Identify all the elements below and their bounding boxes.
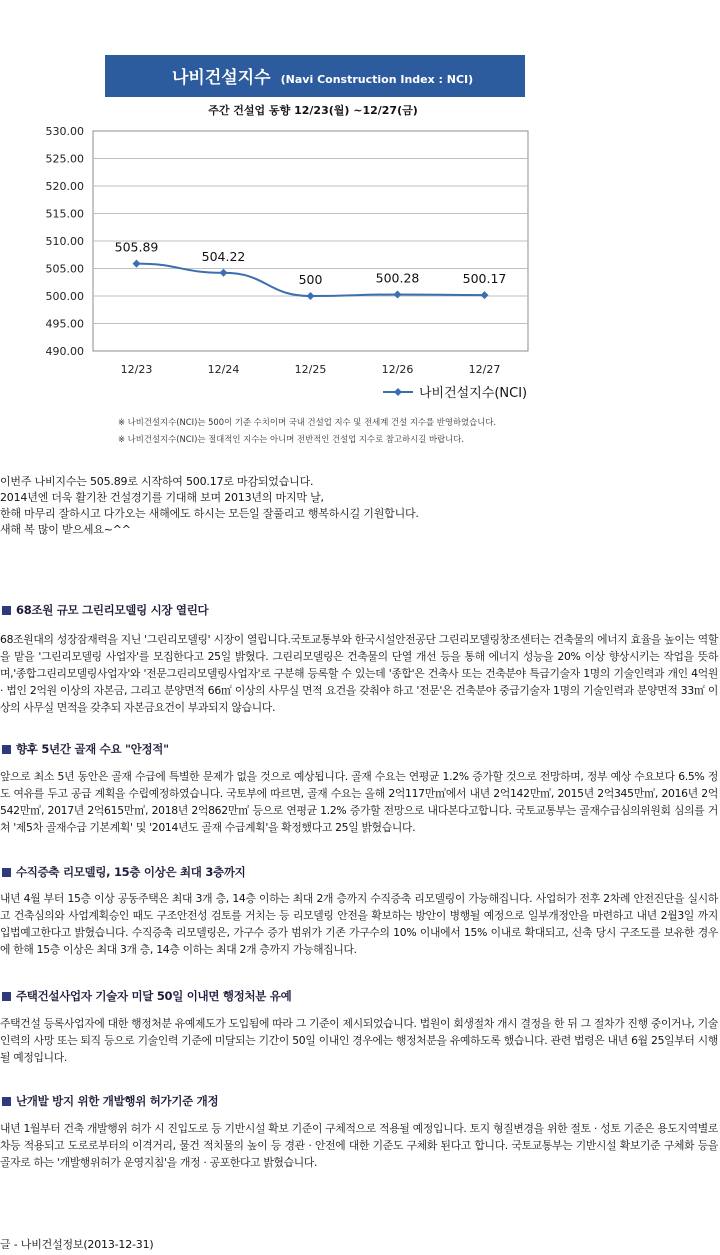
intro-line: 한해 마무리 잘하시고 다가오는 새해에도 하시는 모든일 잘풀리고 행복하시길 기원합니다. xyxy=(0,507,419,520)
section-heading-housing-contractor xyxy=(2,988,291,1004)
x-tick-label: 12/26 xyxy=(381,363,414,376)
data-point-marker xyxy=(220,269,228,277)
section-heading-green-remodeling xyxy=(2,602,208,618)
chart-subtitle: 주간 건설업 동향 12/23(월) ~12/27(금) xyxy=(208,104,418,117)
chart-note-2: ※ 나비건설지수(NCI)는 절대적인 지수는 아니며 전반적인 건설업 지수로 참고하시길 바랍니다. xyxy=(118,434,465,444)
x-tick-label: 12/23 xyxy=(120,363,153,376)
data-point-marker xyxy=(307,292,315,300)
data-label: 505.89 xyxy=(114,239,159,255)
square-bullet-icon xyxy=(2,606,11,615)
y-tick-label: 520.00 xyxy=(45,180,84,193)
section-body-vertical-extension: 내년 4월 부터 15층 이상 공동주택은 최대 3개 층, 14층 이하는 최대 2개 층까지 수직증축 리모델링이 가능해집니다. 사업허가 전후 2차례 안전진단을 실시하고 건축심의와 사업계획승인 때도 구조안전성 검토를 거치는 등 리모델링 안전을 확보하는 방안이 병행될 예정으로 일부개정안을 마련하고 내년 2월3일 까지 입법예고한다고 밝혔습니다. 수직증축 리모델링은, 가구수 증가 범위가 기존 가구수의 10% 이내에서 15% 이내로 확대되고, 신축 당시 구조도를 보유한 경우에 한해 15층 이상은 최대 3개 층, 14층 이하는 최대 2개 층까지 가능해집니다. xyxy=(0,892,718,956)
data-label: 500.28 xyxy=(375,270,420,286)
square-bullet-icon xyxy=(2,745,11,754)
y-tick-label: 500.00 xyxy=(45,290,84,303)
square-bullet-icon xyxy=(2,868,11,877)
intro-line: 2014년엔 더욱 활기찬 건설경기를 기대해 보며 2013년의 마지막 날, xyxy=(0,491,324,504)
legend-marker xyxy=(394,388,402,396)
legend-label: 나비건설지수(NCI) xyxy=(419,386,528,401)
section-heading-vertical-extension xyxy=(2,864,245,880)
square-bullet-icon xyxy=(2,1097,11,1106)
y-tick-label: 510.00 xyxy=(45,235,84,248)
data-label: 504.22 xyxy=(201,248,246,264)
x-tick-label: 12/27 xyxy=(468,363,501,376)
section-title: 68조원 규모 그린리모델링 시장 열린다 xyxy=(16,603,209,617)
section-body-development-permit: 내년 1월부터 건축 개발행위 허가 시 진입도로 등 기반시설 확보 기준이 구체적으로 적용될 예정입니다. 토지 형질변경을 위한 절토 · 성토 기준은 용도지역별로 차등 적용되고 도로로부터의 이격거리, 물건 적치물의 높이 등 경관 · 안전에 대한 기준도 구체화 된다고 합니다. 국토교통부는 기반시설 확보기준 구체화 등을 골자로 하는 '개발행위허가 운영지침'을 개정 · 공포한다고 밝혔습니다. xyxy=(0,1122,718,1169)
nci-line-chart xyxy=(0,0,720,460)
intro-line: 새해 복 많이 받으세요~^^ xyxy=(0,523,131,536)
x-tick-label: 12/24 xyxy=(207,363,240,376)
section-body-aggregate-demand: 앞으로 최소 5년 동안은 골재 수급에 특별한 문제가 없을 것으로 예상됩니다. 골재 수요는 연평균 1.2% 증가할 것으로 전망하며, 정부 예상 수요보다 6.5% 정도 여유를 두고 공급 계획을 수립예정하였습니다. 국토부에 따르면, 골재 수요는 올해 2억117만㎥에서 내년 2억142만㎥, 2015년 2억345만㎥, 2016년 2억542만㎥, 2017년 2억615만㎥, 2018년 2억862만㎥ 등으로 연평균 1.2% 증가할 전망으로 내다본다고합니다. 국토교통부는 골재수급심의위원회 심의를 거쳐 '제5차 골재수급 기본계획' 및 '2014년도 골재 수급계획'을 확정했다고 25일 밝혔습니다. xyxy=(0,770,718,834)
y-tick-label: 490.00 xyxy=(45,345,84,358)
data-label: 500.17 xyxy=(462,271,507,287)
section-body-green-remodeling: 68조원대의 성장잠재력을 지닌 '그린리모델링' 시장이 열립니다.국토교통부와 한국시설안전공단 그린리모델링창조센터는 건축물의 에너지 효율을 높이는 역할을 맡을 '그린리모델링 사업자'를 모집한다고 25일 밝혔다. 그린리모델링은 건축물의 단열 개선 등을 통해 에너지 성능을 20% 이상 향상시키는 작업을 뜻하며,'종합그린리모델링사업자'와 '전문그린리모델링사업자'로 구분해 등록할 수 있는데 '종합'은 건축사 또는 건축분야 특급기술자 1명의 기술인력과 개인 4억원 · 법인 2억원 이상의 자본금, 그리고 분양면적 66㎡ 이상의 사무실 면적 요건을 갖춰야 하고 '전문'은 건축분야 중급기술자 1명의 기술인력과 분양면적 33㎡ 이상의 사무실 면적을 갖추되 자본금요건이 부과되지 않습니다. xyxy=(0,633,718,714)
intro-text xyxy=(0,474,718,538)
y-tick-label: 530.00 xyxy=(45,125,84,138)
data-label: 500 xyxy=(298,272,323,287)
section-heading-development-permit xyxy=(2,1093,218,1109)
chart-figure xyxy=(0,0,720,460)
chart-note-1: ※ 나비건설지수(NCI)는 500이 기준 수치이며 국내 건설업 지수 및 전세계 건설 지수를 반영하였습니다. xyxy=(118,417,497,427)
y-tick-label: 525.00 xyxy=(45,152,84,166)
chart-title-main: 나비건설지수 xyxy=(172,68,271,88)
chart-title-sub: (Navi Construction Index : NCI) xyxy=(280,73,474,86)
section-title: 수직증축 리모델링, 15층 이상은 최대 3층까지 xyxy=(16,865,246,879)
data-point-marker xyxy=(394,290,402,298)
intro-line: 이번주 나비지수는 505.89로 시작하여 500.17로 마감되었습니다. xyxy=(0,475,314,488)
section-title: 향후 5년간 골재 수요 "안정적" xyxy=(16,742,169,756)
data-point-marker xyxy=(133,260,141,268)
section-body-housing-contractor: 주택건설 등록사업자에 대한 행정처분 유예제도가 도입됨에 따라 그 기준이 제시되었습니다. 법원이 회생절차 개시 결정을 한 뒤 그 절차가 진행 중이거나, 기술인력의 사망 또는 퇴직 등으로 기술인력 기준에 미달되는 기간이 50일 이내인 경우에는 행정처분을 유예하도록 했습니다. 관련 법령은 내년 6월 25일부터 시행될 예정입니다. xyxy=(0,1017,718,1064)
footer-source: 글 - 나비건설정보(2013-12-31) xyxy=(0,1238,154,1251)
section-title: 주택건설사업자 기술자 미달 50일 이내면 행정처분 유예 xyxy=(16,989,292,1003)
y-tick-label: 495.00 xyxy=(45,317,84,331)
section-heading-aggregate-demand xyxy=(2,741,169,757)
y-tick-label: 515.00 xyxy=(45,207,84,221)
section-title: 난개발 방지 위한 개발행위 허가기준 개정 xyxy=(16,1094,219,1108)
data-point-marker xyxy=(481,291,489,299)
y-tick-label: 505.00 xyxy=(45,262,84,276)
x-tick-label: 12/25 xyxy=(294,363,327,376)
square-bullet-icon xyxy=(2,992,11,1001)
